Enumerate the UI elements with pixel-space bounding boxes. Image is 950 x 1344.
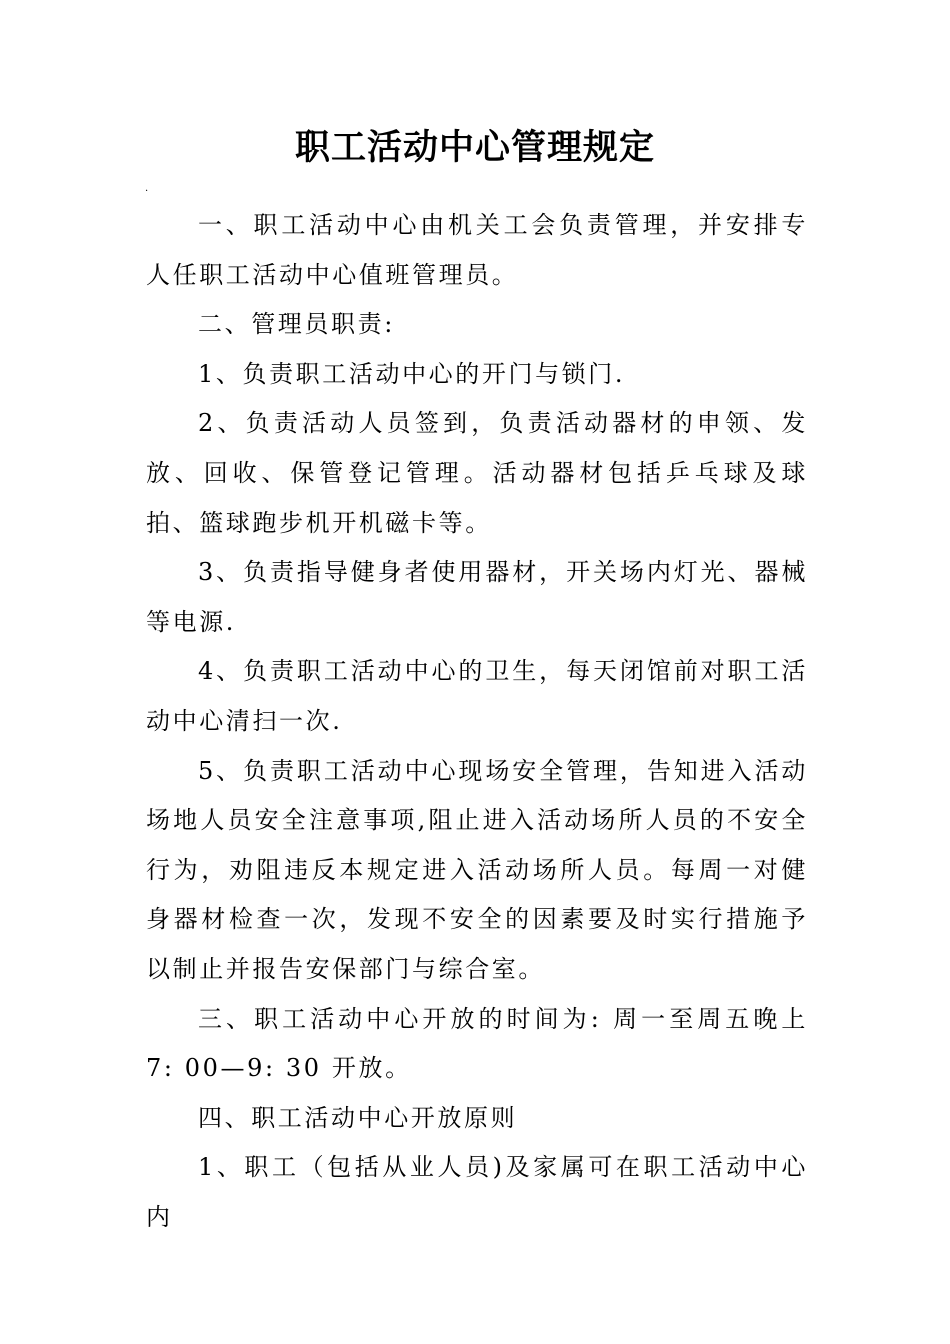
paragraph-section-1: 一、职工活动中心由机关工会负责管理，并安排专人任职工活动中心值班管理员。 (146, 211, 808, 289)
paragraph-duty-3: 3、负责指导健身者使用器材，开关场内灯光、器械等电源. (146, 558, 808, 636)
paragraph-section-2-heading: 二、管理员职责: (198, 310, 395, 339)
stray-mark: . (145, 183, 149, 194)
paragraph-duty-2: 2、负责活动人员签到，负责活动器材的申领、发放、回收、保管登记管理。活动器材包括乒乓球及球拍、篮球跑步机开机磁卡等。 (146, 409, 808, 537)
paragraph-section-3: 三、职工活动中心开放的时间为: 周一至周五晚上 7: 00—9: 30 开放。 (146, 1004, 808, 1083)
paragraph-duty-5: 5、负责职工活动中心现场安全管理，告知进入活动场地人员安全注意事项,阻止进入活动场所人员的不安全行为，劝阻违反本规定进入活动场所人员。每周一对健身器材检查一次，发现不安全的因素要及时实行措施予以制止并报告安保部门与综合室。 (146, 756, 808, 983)
paragraph-duty-4: 4、负责职工活动中心的卫生，每天闭馆前对职工活动中心清扫一次. (146, 657, 808, 735)
document-body (146, 201, 808, 1242)
paragraph-principle-1: 1、职工（包括从业人员)及家属可在职工活动中心内 (146, 1153, 808, 1231)
paragraph-duty-1: 1、负责职工活动中心的开门与锁门. (198, 359, 626, 388)
paragraph-section-4-heading: 四、职工活动中心开放原则 (198, 1103, 518, 1132)
document-title: 职工活动中心管理规定 (294, 127, 655, 168)
